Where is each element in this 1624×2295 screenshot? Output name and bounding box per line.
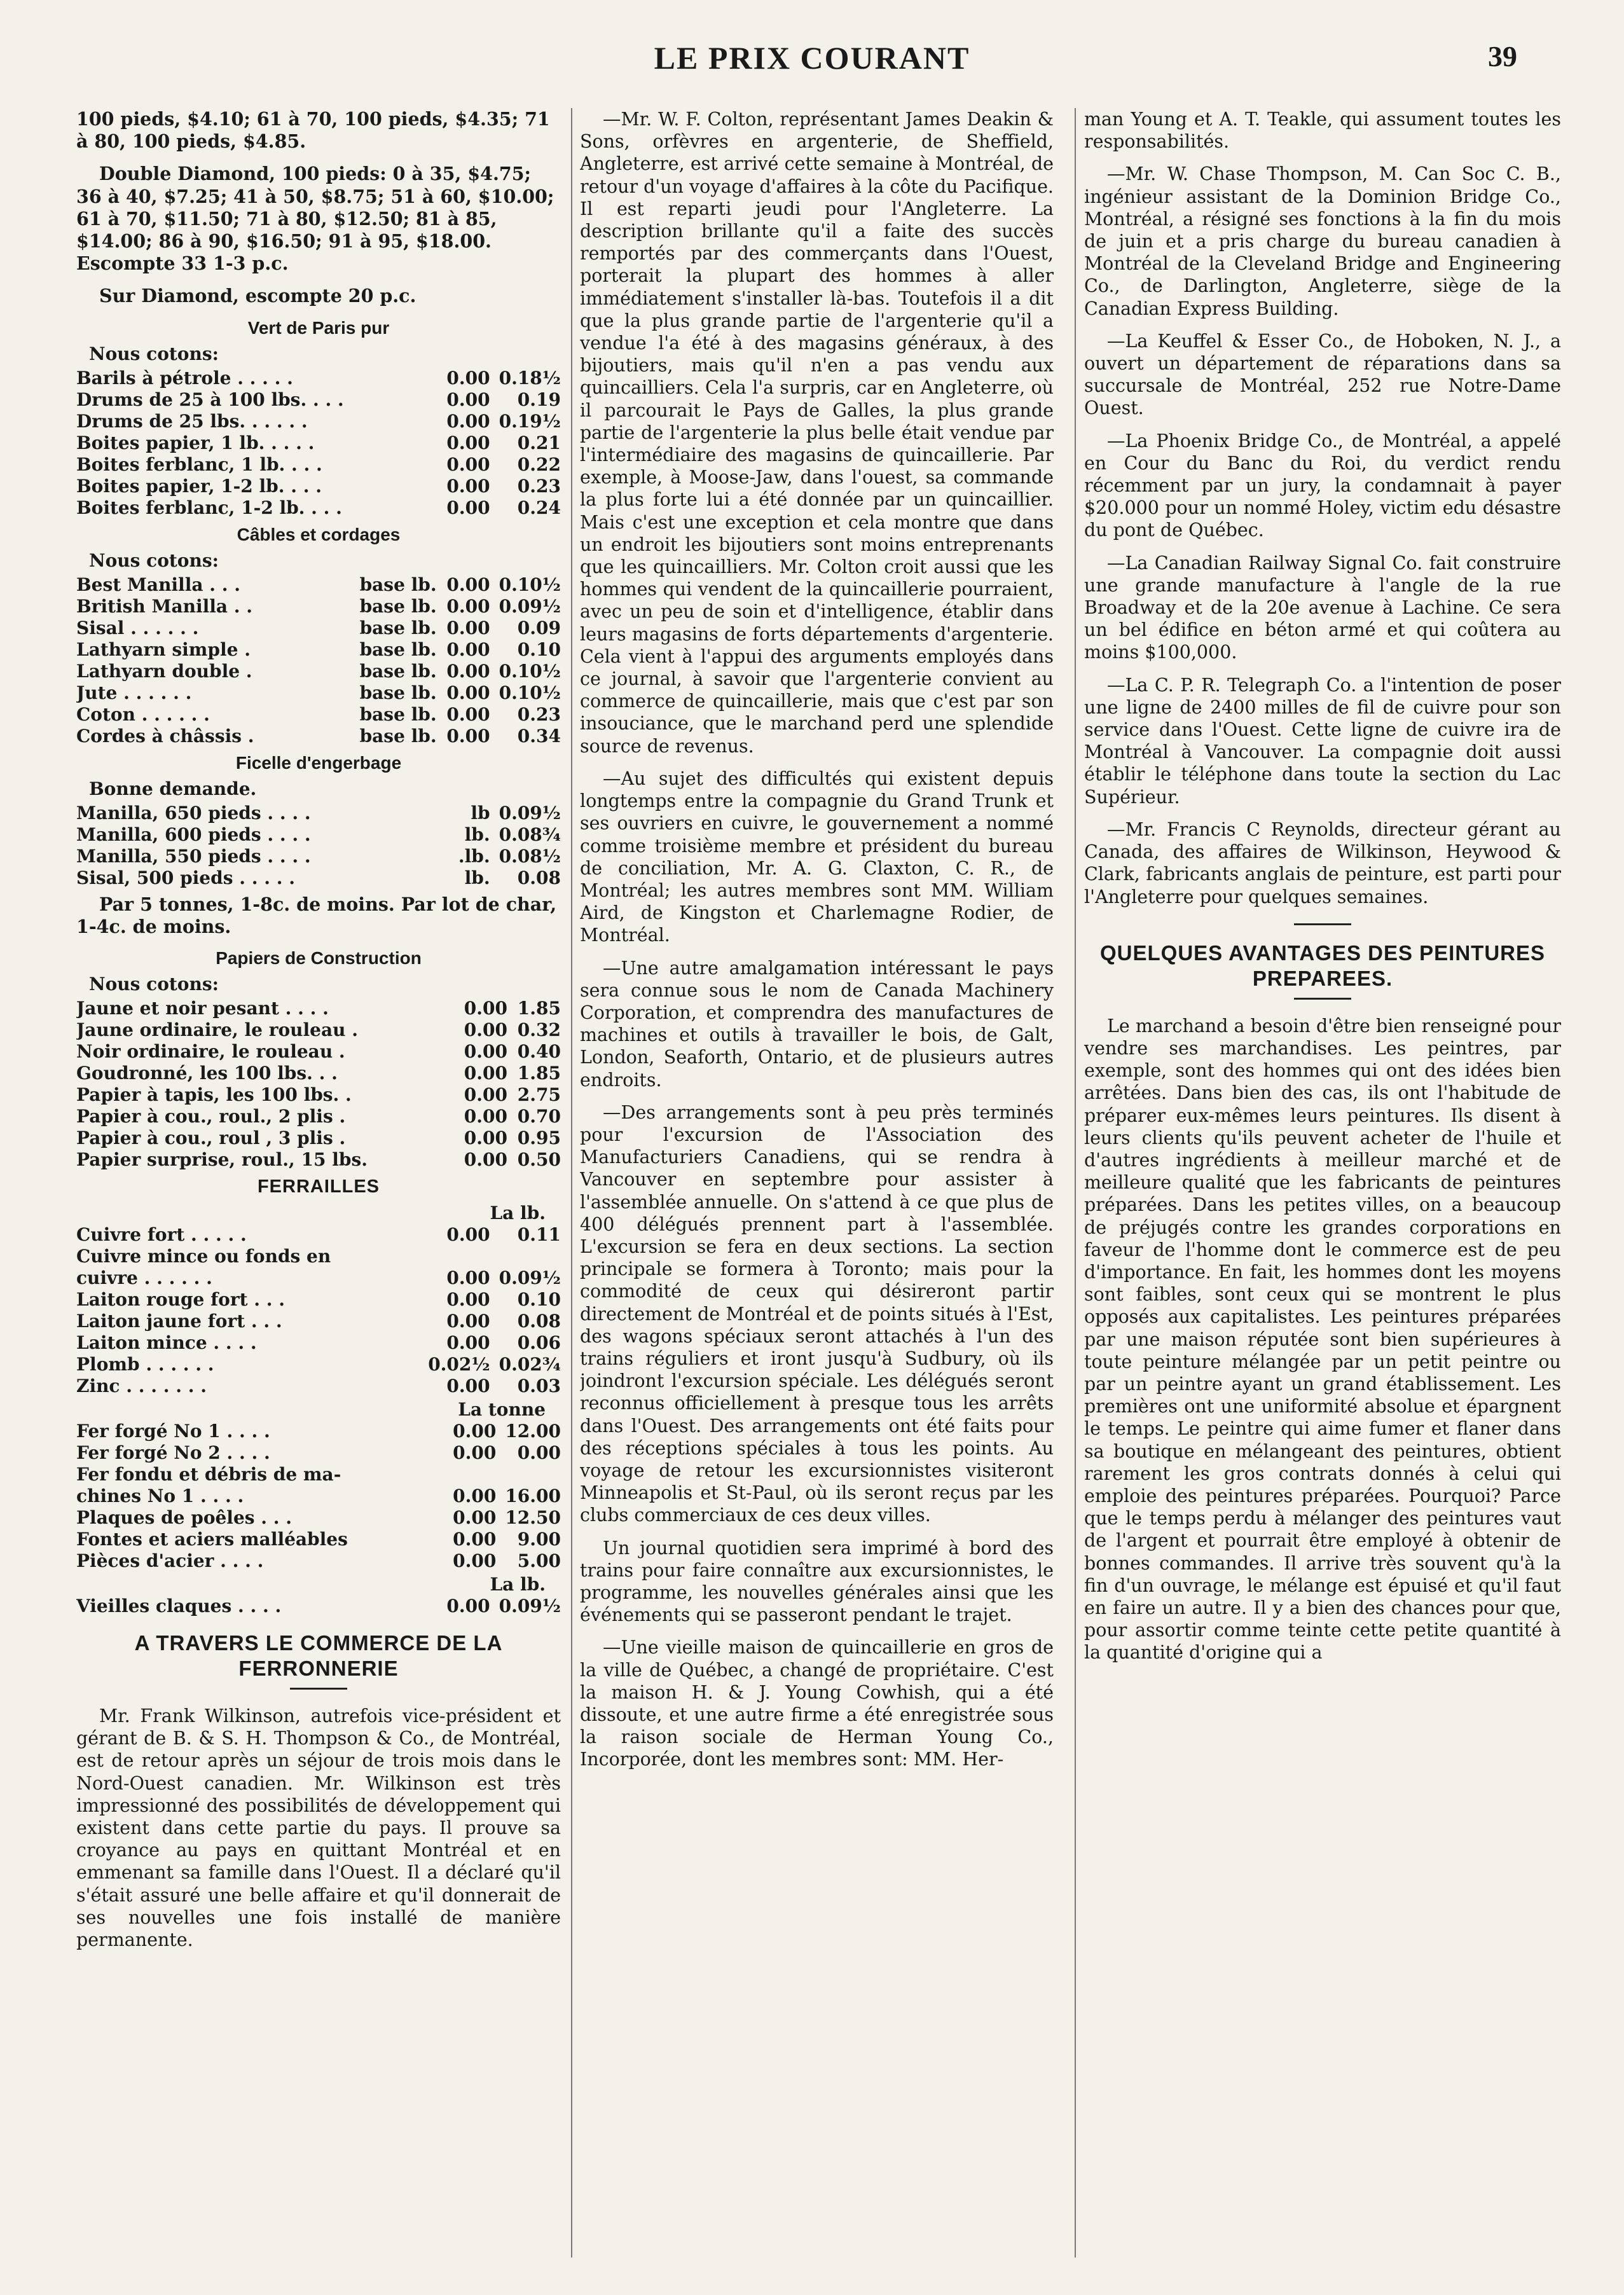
unit: lb. xyxy=(464,824,490,845)
price-min: 0.00 xyxy=(446,453,490,475)
price-min: 0.00 xyxy=(446,1595,490,1617)
item-label: Laiton mince . . . . xyxy=(76,1332,257,1354)
base-unit: base lb. xyxy=(359,617,437,638)
item-label: Lathyarn double . xyxy=(76,660,252,682)
price-row xyxy=(76,703,561,725)
item-label: Cordes à châssis . xyxy=(76,725,254,747)
price-row xyxy=(76,1223,561,1245)
price-row xyxy=(76,682,561,703)
price-max: 1.85 xyxy=(517,1063,561,1084)
item-label: Manilla, 600 pieds . . . . xyxy=(76,824,311,845)
price-min: 0.02½ xyxy=(428,1354,490,1375)
price-max: 0.09 xyxy=(517,617,561,638)
price-min: 0.00 xyxy=(464,1127,507,1149)
price-max: 0.19½ xyxy=(499,410,561,432)
item-label: Sisal . . . . . . xyxy=(76,617,199,638)
base-unit: base lb. xyxy=(359,682,437,703)
item-label: Cuivre fort . . . . . xyxy=(76,1224,247,1246)
article-title: A TRAVERS LE COMMERCE DE LA FERRONNERIE xyxy=(134,1631,503,1681)
price-row xyxy=(76,802,561,824)
price-row xyxy=(76,1062,561,1084)
price-max: 5.00 xyxy=(517,1550,561,1572)
base-unit: base lb. xyxy=(359,574,437,595)
price-min: 0.00 xyxy=(446,638,490,660)
item-label: Fer forgé No 2 . . . . xyxy=(76,1442,270,1464)
item-label: Fontes et aciers malléables xyxy=(76,1529,348,1550)
item-label: Best Manilla . . . xyxy=(76,574,240,595)
price: 0.08¾ xyxy=(499,824,561,845)
price-min: 0.00 xyxy=(446,617,490,638)
price-min: 0.00 xyxy=(446,367,490,389)
price-row xyxy=(76,367,561,389)
price-row xyxy=(76,1485,561,1506)
price-min xyxy=(419,1245,490,1267)
price-min: 0.00 xyxy=(446,497,490,518)
unit-label: La lb. xyxy=(490,1574,546,1595)
item-label: Papier surprise, roul., 15 lbs. xyxy=(76,1149,368,1171)
section-note: Bonne demande. xyxy=(89,778,257,799)
price-max: 0.10 xyxy=(517,638,561,660)
item-label: Vieilles claques . . . . xyxy=(76,1595,282,1617)
item-label: Papier à cou., roul., 2 plis . xyxy=(76,1106,346,1127)
news-paragraph: —Une vieille maison de quincaillerie en gros de la ville de Québec, a changé de propriétaire. C'est la maison H. & J. Young Cowhish, qui a été dissoute, et une autre firme a été enregistrée sous la raison sociale de Herman Young Co., Incorporée, dont les membres sont: MM. Her- xyxy=(580,1637,1054,1770)
item-label: Manilla, 650 pieds . . . . xyxy=(76,802,311,824)
price-row xyxy=(76,824,561,845)
item-label: Zinc . . . . . . . xyxy=(76,1375,207,1397)
price-max: 0.32 xyxy=(517,1019,561,1041)
price-table-ferrailles-lb xyxy=(76,1223,561,1396)
unit: lb. xyxy=(464,867,490,888)
running-head xyxy=(0,39,1624,78)
news-paragraph: —La Keuffel & Esser Co., de Hoboken, N. J., a ouvert un département de réparations dans sa succursale de Montréal, 252 rue Notre-Dame Ouest. xyxy=(1084,330,1561,419)
price-row xyxy=(76,453,561,475)
price-max: 0.40 xyxy=(517,1041,561,1063)
price-max: 0.19 xyxy=(517,389,561,410)
price-max: 12.00 xyxy=(505,1421,561,1442)
price-row xyxy=(76,1288,561,1310)
price-max: 0.18½ xyxy=(499,367,561,389)
item-label: cuivre . . . . . . xyxy=(76,1267,212,1289)
price-row xyxy=(76,1595,561,1616)
price-max: 2.75 xyxy=(517,1084,561,1106)
item-label: chines No 1 . . . . xyxy=(76,1485,244,1507)
item-label: Laiton jaune fort . . . xyxy=(76,1311,282,1332)
price-min: 0.00 xyxy=(464,1019,507,1041)
price-row xyxy=(76,1040,561,1062)
price: 0.08 xyxy=(517,867,561,888)
price-row xyxy=(76,1550,561,1571)
price-min: 0.00 xyxy=(446,475,490,497)
price-table-vert-de-paris xyxy=(76,367,561,518)
price: 0.09½ xyxy=(499,802,561,824)
price-max xyxy=(490,1245,561,1267)
price-min: 0.00 xyxy=(464,1041,507,1063)
price-max: 0.09½ xyxy=(499,1267,561,1289)
section-heading: FERRAILLES xyxy=(257,1176,380,1197)
price-row xyxy=(76,1442,561,1463)
item-label: Drums de 25 à 100 lbs. . . . xyxy=(76,389,344,410)
price-row xyxy=(76,997,561,1019)
section-note: Nous cotons: xyxy=(89,343,219,364)
price-row xyxy=(76,660,561,682)
base-unit: base lb. xyxy=(359,595,437,617)
news-paragraph: —La Phoenix Bridge Co., de Montréal, a appelé en Cour du Banc du Roi, du verdict rendu récemment par un jury, la condamnait à payer $20.000 pour un nommé Holey, victim edu désastre du pont de Québec. xyxy=(1084,430,1561,541)
price-row xyxy=(76,638,561,660)
item-label: Barils à pétrole . . . . . xyxy=(76,367,293,389)
short-rule xyxy=(1294,998,1351,1000)
news-paragraph: man Young et A. T. Teakle, qui assument toutes les responsabilités. xyxy=(1084,109,1561,153)
price-max: 9.00 xyxy=(517,1529,561,1550)
article-paragraph: Mr. Frank Wilkinson, autrefois vice-président et gérant de B. & S. H. Thompson & Co., de Montréal, est de retour après un séjour de trois mois dans le Nord-Ouest canadien. Mr. Wilkinson est très impressionné des possibilités de développement qui existent dans cette partie du pays. Il prouve sa croyance au pays en quittant Montréal et en emmenant sa famille dans l'Ouest. Il a déclaré qu'il s'était assuré une belle affaire et qu'il donnerait de ses nouvelles une fois installé de manière permanente. xyxy=(76,1706,561,1951)
ficelle-note: Par 5 tonnes, 1-8c. de moins. Par lot de char, 1-4c. de moins. xyxy=(76,893,557,937)
price-min: 0.00 xyxy=(464,1149,507,1171)
price-max: 0.50 xyxy=(517,1149,561,1171)
article-title: QUELQUES AVANTAGES DES PEINTURES PREPAREES. xyxy=(1099,941,1546,990)
price-min: 0.00 xyxy=(453,1550,497,1572)
price-min: 0.00 xyxy=(446,1267,490,1289)
unit: lb xyxy=(471,802,490,824)
price-max: 0.09½ xyxy=(499,1595,561,1617)
price-row xyxy=(76,1375,561,1396)
price: 0.08½ xyxy=(499,845,561,867)
item-label: Goudronné, les 100 lbs. . . xyxy=(76,1063,338,1084)
price-min: 0.00 xyxy=(446,725,490,747)
price-row xyxy=(76,1310,561,1332)
price-min: 0.00 xyxy=(446,1311,490,1332)
price-min: 0.00 xyxy=(446,1332,490,1354)
price-row xyxy=(76,1245,561,1267)
price-max: 0.10½ xyxy=(499,574,561,595)
news-paragraph: Sur Diamond, escompte 20 p.c. xyxy=(99,285,416,307)
news-items xyxy=(1084,108,1561,908)
news-paragraph: —Mr. W. Chase Thompson, M. Can Soc C. B., ingénieur assistant de la Dominion Bridge Co., Montréal, a résigné ses fonctions à la fin du mois de juin et a pris charge du bureau canadien à Montréal de la Cleveland Bridge and Engineering Co., de Darlington, Angleterre, siège de la Canadian Express Building. xyxy=(1084,163,1561,319)
price-max: 0.22 xyxy=(517,453,561,475)
price-min: 0.00 xyxy=(464,1106,507,1127)
price-row xyxy=(76,1267,561,1288)
column-news xyxy=(580,108,1054,2261)
price-max: 0.02¾ xyxy=(499,1354,561,1375)
item-label: Plomb . . . . . . xyxy=(76,1354,214,1375)
price-table-cables xyxy=(76,574,561,747)
price-row xyxy=(76,845,561,867)
price-table-ferrailles-tonne xyxy=(76,1420,561,1571)
price-row xyxy=(76,1463,561,1485)
unit-label: La tonne xyxy=(458,1399,546,1421)
price-row xyxy=(76,432,561,453)
column-prices xyxy=(76,108,561,2261)
price-row xyxy=(76,1105,561,1127)
price-min: 0.00 xyxy=(446,1289,490,1311)
price-max: 0.10½ xyxy=(499,660,561,682)
news-paragraph: —La Canadian Railway Signal Co. fait construire une grande manufacture à l'angle de la rue Broadway et de la 20e avenue à Lachine. Ce sera un bel édifice en béton armé et qui coûtera au moins $100,000. xyxy=(1084,552,1561,663)
price-row xyxy=(76,1528,561,1550)
news-paragraph: 100 pieds, $4.10; 61 à 70, 100 pieds, $4.35; 71 à 80, 100 pieds, $4.85. xyxy=(76,108,550,153)
unit: .lb. xyxy=(458,845,490,867)
base-unit: base lb. xyxy=(359,660,437,682)
price-table-ferrailles-claques xyxy=(76,1595,561,1616)
item-label: Fer fondu et débris de ma- xyxy=(76,1464,341,1485)
section-note: Nous cotons: xyxy=(89,549,219,571)
page-number: 39 xyxy=(1488,40,1517,72)
item-label: Cuivre mince ou fonds en xyxy=(76,1246,331,1267)
price-max: 0.00 xyxy=(517,1442,561,1464)
item-label: Boites ferblanc, 1-2 lb. . . . xyxy=(76,497,342,518)
section-note: Nous cotons: xyxy=(89,974,219,995)
price-row xyxy=(76,1353,561,1375)
price-max: 0.70 xyxy=(517,1106,561,1127)
news-paragraph: Un journal quotidien sera imprimé à bord des trains pour faire connaître aux excursionnistes, le programme, les nouvelles générales ainsi que les événements qui se passeront pendant le trajet. xyxy=(580,1537,1054,1626)
price-max xyxy=(496,1463,561,1485)
news-paragraph: Double Diamond, 100 pieds: 0 à 35, $4.75; 36 à 40, $7.25; 41 à 50, $8.75; 51 à 60, $10.00; 61 à 70, $11.50; 71 à 80, $12.50; 81 à 85, $14.00; 86 à 90, $16.50; 91 à 95, $18.00. Escompte 33 1-3 p.c. xyxy=(76,163,554,275)
price-min: 0.00 xyxy=(446,1224,490,1246)
item-label: Jaune et noir pesant . . . . xyxy=(76,998,329,1019)
price-row xyxy=(76,1332,561,1353)
item-label: Jute . . . . . . xyxy=(76,682,192,703)
price-row xyxy=(76,1019,561,1040)
price-min: 0.00 xyxy=(446,432,490,453)
price-row xyxy=(76,1084,561,1105)
column-divider xyxy=(571,108,572,2257)
price-table-papiers xyxy=(76,997,561,1170)
price-min: 0.00 xyxy=(446,410,490,432)
item-label: Boites ferblanc, 1 lb. . . . xyxy=(76,453,322,475)
item-label: Manilla, 550 pieds . . . . xyxy=(76,845,311,867)
news-paragraph: —Une autre amalgamation intéressant le pays sera connue sous le nom de Canada Machinery Corporation, et comprendra des manufactures de machines et outils à travailler le bois, de Galt, London, Seaforth, Ontario, et de plusieurs autres endroits. xyxy=(580,957,1054,1091)
price-min: 0.00 xyxy=(446,703,490,725)
price-min: 0.00 xyxy=(464,1084,507,1106)
item-label: Noir ordinaire, le rouleau . xyxy=(76,1041,345,1063)
price-min: 0.00 xyxy=(464,1063,507,1084)
price-max: 0.95 xyxy=(517,1127,561,1149)
item-label: Jaune ordinaire, le rouleau . xyxy=(76,1019,358,1041)
price-max: 0.23 xyxy=(517,475,561,497)
news-paragraph: —La C. P. R. Telegraph Co. a l'intention de poser une ligne de 2400 milles de fil de cuivre pour son service dans l'Ouest. Cette ligne de cuivre ira de Montréal à Vancouver. La compagnie doit aussi établir le téléphone dans toute la section du Lac Supérieur. xyxy=(1084,674,1561,808)
price-min: 0.00 xyxy=(453,1529,497,1550)
news-paragraph: —Au sujet des difficultés qui existent depuis longtemps entre la compagnie du Grand Trunk et ses ouvriers en cuivre, le gouvernement a nommé comme troisième membre et président du bureau de conciliation, Mr. A. G. Claxton, C. R., de Montréal; les autres membres sont MM. William Aird, de Kingston et Charlemagne Rodier, de Montréal. xyxy=(580,768,1054,946)
column-divider xyxy=(1075,108,1076,2257)
section-heading: Ficelle d'engerbage xyxy=(235,752,402,773)
base-unit: base lb. xyxy=(359,725,437,747)
price-row xyxy=(76,1506,561,1528)
short-rule xyxy=(1294,923,1351,925)
unit-label: La lb. xyxy=(490,1203,546,1224)
price-min xyxy=(443,1463,496,1485)
price-min: 0.00 xyxy=(446,574,490,595)
price-max: 12.50 xyxy=(505,1507,561,1529)
price-row xyxy=(76,1148,561,1170)
price-max: 0.21 xyxy=(517,432,561,453)
price-row xyxy=(76,410,561,432)
news-paragraph: —Mr. W. F. Colton, représentant James Deakin & Sons, orfèvres en argenterie, de Sheffield, Angleterre, est arrivé cette semaine à Montréal, de retour d'un voyage d'affaires à la côte du Pacifique. Il est reparti jeudi pour l'Angleterre. La description brillante qu'il a faite des succès remportés par des commerçants dans l'Ouest, porterait la plupart des hommes à aller immédiatement s'installer là-bas. Toutefois il a dit que la plus grande partie de l'argenterie qu'il a vendue l'a été à des magasins généraux, à des bijoutiers, mais qu'il n'en a pas vendu aux quincailliers. Cela l'a surpris, car en Angleterre, où il parcourait le Pays de Galles, la plus grande partie de l'argenterie la plus belle était vendue par l'intermédiaire des magasins de quincaillerie. Par exemple, à Moose-Jaw, dans l'ouest, sa commande la plus forte lui a été donnée par un quincaillier. Mais c'est une exception et cela montre que dans un endroit les bijoutiers sont moins entreprenants que les quincailliers. Mr. Colton croit aussi que les hommes qui vendent de la quincaillerie pourraient, avec un peu de soin et d'intelligence, établir dans leurs magasins de forts départements d'argenterie. Cela vient à l'appui des arguments employés dans ce journal, à savoir que l'argenterie convient au commerce de quincaillerie, mais que c'est par son insouciance, que le marchand perd une splendide source de revenus. xyxy=(580,109,1054,757)
price-row xyxy=(76,867,561,888)
price-max: 0.03 xyxy=(517,1375,561,1397)
item-label: British Manilla . . xyxy=(76,595,253,617)
price-max: 0.24 xyxy=(517,497,561,518)
item-label: Papier à tapis, les 100 lbs. . xyxy=(76,1084,352,1106)
journal-title: LE PRIX COURANT xyxy=(654,40,970,76)
section-heading: Câbles et cordages xyxy=(237,524,401,544)
short-rule xyxy=(290,1688,347,1690)
item-label: Sisal, 500 pieds . . . . . xyxy=(76,867,295,888)
price-max: 0.23 xyxy=(517,703,561,725)
price-row xyxy=(76,595,561,617)
price-max: 0.11 xyxy=(517,1224,561,1246)
price-max: 0.08 xyxy=(517,1311,561,1332)
base-unit: base lb. xyxy=(359,638,437,660)
news-paragraph: —Mr. Francis C Reynolds, directeur gérant au Canada, des affaires de Wilkinson, Heywood & Clark, fabricants anglais de peinture, est parti pour l'Angleterre pour quelques semaines. xyxy=(1084,818,1561,907)
price-row xyxy=(76,574,561,595)
price-min: 0.00 xyxy=(453,1485,497,1507)
price-min: 0.00 xyxy=(453,1421,497,1442)
item-label: Laiton rouge fort . . . xyxy=(76,1289,286,1311)
item-label: Coton . . . . . . xyxy=(76,703,210,725)
price-row xyxy=(76,725,561,747)
item-label: Fer forgé No 1 . . . . xyxy=(76,1421,270,1442)
price-max: 0.34 xyxy=(517,725,561,747)
price-max: 0.09½ xyxy=(499,595,561,617)
item-label: Drums de 25 lbs. . . . . . xyxy=(76,410,308,432)
price-min: 0.00 xyxy=(446,595,490,617)
price-row xyxy=(76,475,561,497)
price-row xyxy=(76,1127,561,1148)
price-table-ficelle xyxy=(76,802,561,888)
item-label: Pièces d'acier . . . . xyxy=(76,1550,264,1572)
price-min: 0.00 xyxy=(446,660,490,682)
item-label: Boites papier, 1-2 lb. . . . xyxy=(76,475,322,497)
intro-block xyxy=(76,108,561,308)
item-label: Lathyarn simple . xyxy=(76,638,251,660)
price-max: 0.10½ xyxy=(499,682,561,703)
price-min: 0.00 xyxy=(464,998,507,1019)
price-min: 0.00 xyxy=(453,1507,497,1529)
article-paragraph: Le marchand a besoin d'être bien renseigné pour vendre ses marchandises. Les peintres, par exemple, sont des hommes qui ont des idées bien arrêtées. Dans bien des cas, ils ont l'habitude de préparer eux-mêmes leurs peintures. Ils disent à leurs clients qu'ils peuvent acheter de l'huile et d'autres ingrédients à meilleur marché et de meilleure qualité que les fabricants de peintures préparées. Dans les petites villes, on a beaucoup de préjugés contre les grandes corporations en faveur de l'homme dont le commerce est de peu d'importance. En fait, les hommes dont les moyens sont faibles, sont ceux qui se montrent le plus opposés aux capitalistes. Les peintures préparées par une maison réputée sont bien supérieures à toute peinture mélangée par un petit peintre ou par un peintre ayant un grand établissement. Les premières ont une uniformité absolue et épargnent le temps. Le peintre qui aime fumer et flaner dans sa boutique en mélangeant des peintures, obtient rarement les gros contrats donnés à celui qui emploie des peintures préparées. Pourquoi? Parce que le temps perdu à mélanger des peintures vaut de l'argent et pourrait être employé à obtenir de bonnes commandes. Il arrive très souvent qu'à la fin d'un ouvrage, le mélange est épuisé et qu'il faut en faire un autre. Il y a bien des chances pour que, pour assortir comme teinte cette petite quantité à la quantité d'origine qui a xyxy=(1084,1015,1561,1664)
price-min: 0.00 xyxy=(446,682,490,703)
price-max: 0.10 xyxy=(517,1289,561,1311)
price-max: 1.85 xyxy=(517,998,561,1019)
price-row xyxy=(76,617,561,638)
news-paragraph: —Des arrangements sont à peu près terminés pour l'excursion de l'Association des Manufacturiers Canadiens, qui se rendra à Vancouver en septembre pour assister à l'assemblée annuelle. On s'attend à ce que plus de 400 délégués prennent part à l'assemblée. L'excursion se fera en deux sections. La section principale se formera à Toronto; mais pour la commodité de ceux qui désireront partir directement de Montréal et de points situés à l'Est, des wagons spéciaux seront attachés à l'un des trains réguliers et iront jusqu'à Sudbury, où ils joindront l'excursion spéciale. Les délégués seront reconnus officiellement à presque tous les arrêts dans l'Ouest. Des arrangements ont été faits pour des réceptions spéciales à tous les points. Au voyage de retour les excursionnistes visiteront Minneapolis et St-Paul, où ils seront reçus par les clubs commerciaux de ces deux villes. xyxy=(580,1101,1054,1526)
price-min: 0.00 xyxy=(453,1442,497,1464)
section-heading: Vert de Paris pur xyxy=(247,317,390,338)
price-row xyxy=(76,389,561,410)
item-label: Plaques de poêles . . . xyxy=(76,1507,292,1529)
price-max: 16.00 xyxy=(505,1485,561,1507)
base-unit: base lb. xyxy=(359,703,437,725)
price-row xyxy=(76,497,561,518)
column-news-article xyxy=(1084,108,1561,2261)
item-label: Boites papier, 1 lb. . . . . xyxy=(76,432,315,453)
price-min: 0.00 xyxy=(446,1375,490,1397)
price-row xyxy=(76,1420,561,1442)
item-label: Papier à cou., roul , 3 plis . xyxy=(76,1127,346,1149)
price-min: 0.00 xyxy=(446,389,490,410)
price-max: 0.06 xyxy=(517,1332,561,1354)
section-heading: Papiers de Construction xyxy=(216,948,422,968)
